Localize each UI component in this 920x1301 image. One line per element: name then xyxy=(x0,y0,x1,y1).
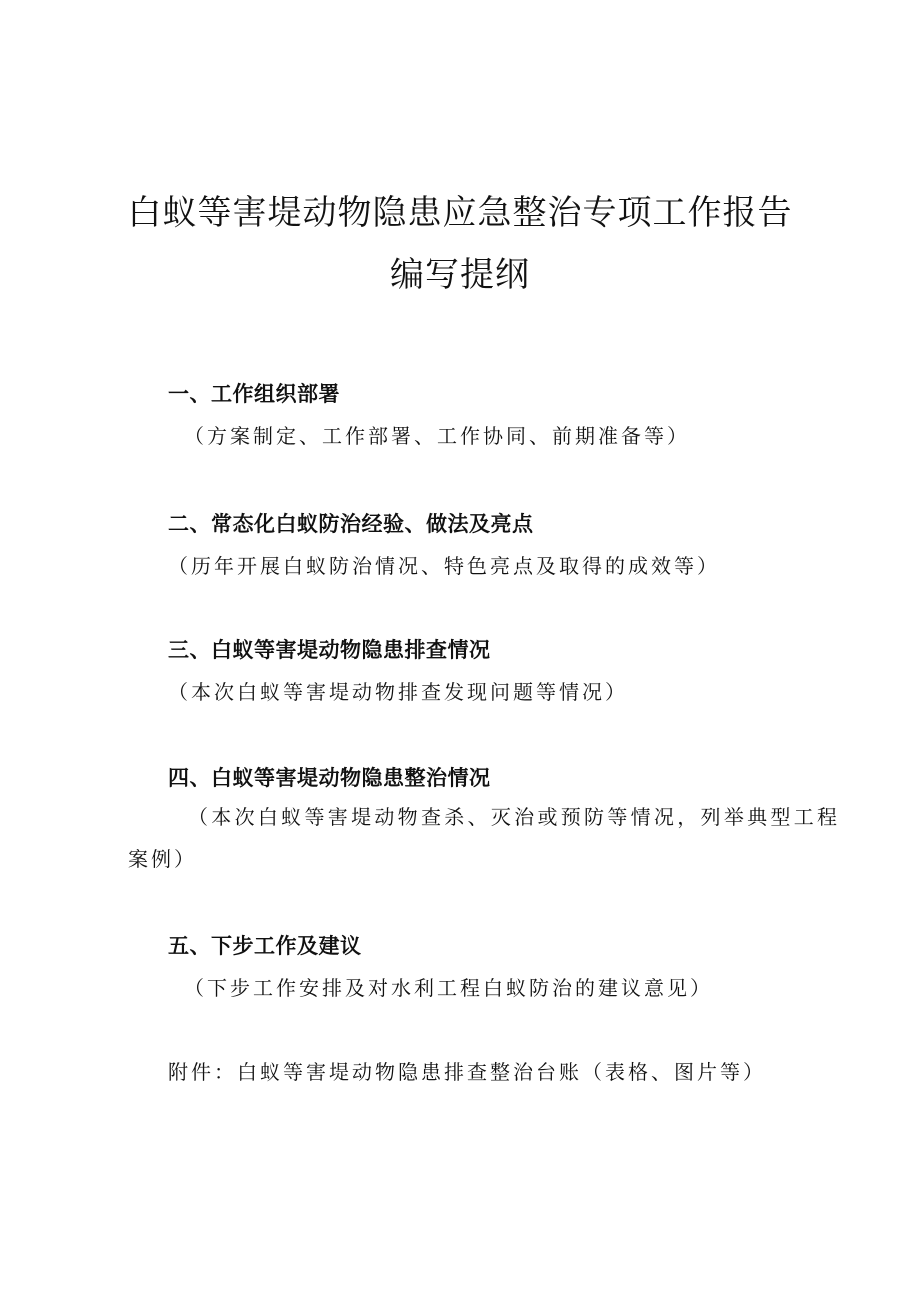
section-2-note: （历年开展白蚁防治情况、特色亮点及取得的成效等） xyxy=(168,554,720,578)
document-title-line-2: 编写提纲 xyxy=(390,255,530,295)
section-5-note: （下步工作安排及对水利工程白蚁防治的建议意见） xyxy=(184,976,713,1000)
section-2-heading: 二、常态化白蚁防治经验、做法及亮点 xyxy=(168,512,534,536)
section-3-note: （本次白蚁等害堤动物排查发现问题等情况） xyxy=(168,680,628,704)
section-1-heading: 一、工作组织部署 xyxy=(168,382,340,406)
section-1-note: （方案制定、工作部署、工作协同、前期准备等） xyxy=(184,424,690,448)
section-5-heading: 五、下步工作及建议 xyxy=(168,934,362,958)
section-4-note: （本次白蚁等害堤动物查杀、灭治或预防等情况，列举典型工程案例） xyxy=(128,805,840,871)
attachment-line: 附件：白蚁等害堤动物隐患排查整治台账（表格、图片等） xyxy=(168,1060,766,1084)
section-3-heading: 三、白蚁等害堤动物隐患排查情况 xyxy=(168,638,491,662)
document-title-line-1: 白蚁等害堤动物隐患应急整治专项工作报告 xyxy=(127,193,793,233)
section-4-heading: 四、白蚁等害堤动物隐患整治情况 xyxy=(168,766,491,790)
